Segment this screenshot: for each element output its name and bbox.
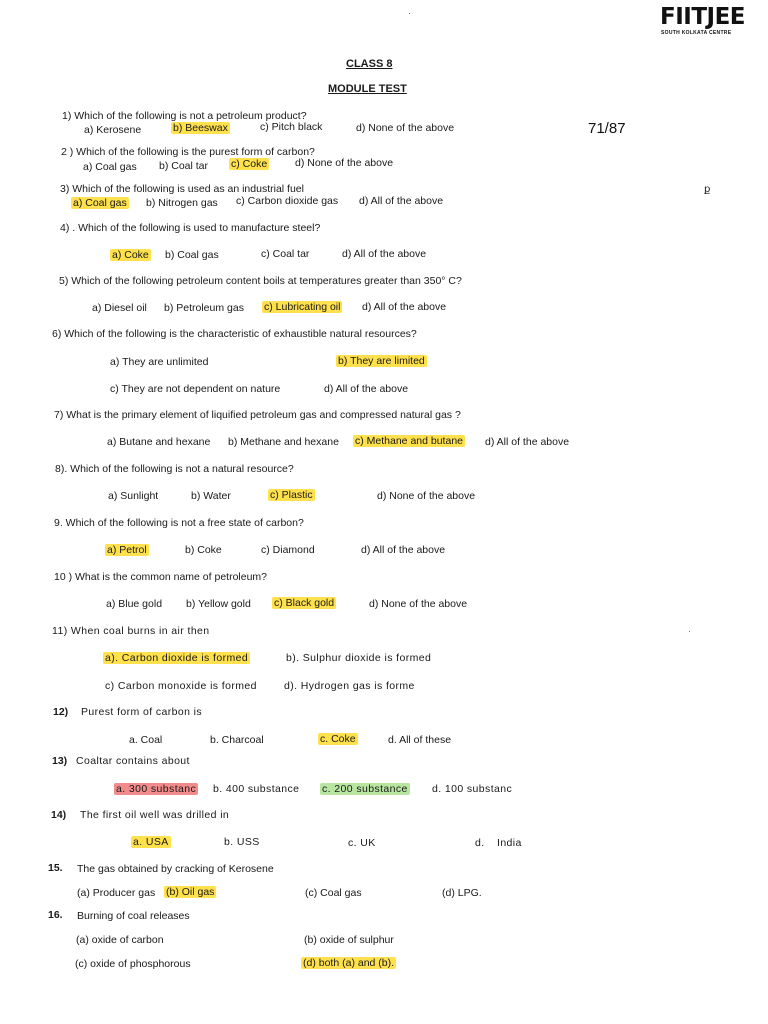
q3-option-d: d) All of the above	[359, 195, 444, 207]
q7-option-d: d) All of the above	[485, 436, 570, 448]
q1-option-a: a) Kerosene	[84, 124, 142, 136]
question-2: 2 ) Which of the following is the purest form of carbon?	[61, 146, 315, 158]
q2-option-d: d) None of the above	[295, 157, 394, 169]
question-7: 7) What is the primary element of liquified petroleum gas and compressed natural gas ?	[54, 409, 461, 421]
question-6: 6) Which of the following is the characteristic of exhaustible natural resources?	[52, 328, 417, 340]
speck: ·	[688, 626, 691, 636]
q15-option-b: (b) Oil gas	[166, 886, 215, 898]
speck: ·	[408, 8, 411, 18]
class-title: CLASS 8	[346, 58, 393, 70]
test-title: MODULE TEST	[328, 83, 407, 95]
q6-option-b: b) They are limited	[338, 355, 425, 367]
margin-mark: ք	[704, 184, 711, 195]
q10-option-a: a) Blue gold	[106, 598, 163, 610]
q3-option-a: a) Coal gas	[73, 197, 127, 209]
q7-option-a: a) Butane and hexane	[107, 436, 211, 448]
q2-option-a: a) Coal gas	[83, 161, 137, 173]
q9-option-a: a) Petrol	[107, 544, 147, 556]
question-12-number: 12)	[53, 706, 69, 718]
q5-option-b: b) Petroleum gas	[164, 302, 244, 314]
q14-option-a: a. USA	[133, 836, 169, 848]
q4-option-c: c) Coal tar	[261, 248, 310, 260]
question-14-number: 14)	[51, 809, 67, 821]
q16-option-d: (d) both (a) and (b).	[303, 957, 395, 969]
q12-option-a: a. Coal	[129, 734, 163, 746]
q13-option-b: b. 400 substance	[213, 783, 300, 795]
q12-option-c: c. Coke	[320, 733, 356, 745]
q16-option-c: (c) oxide of phosphorous	[75, 958, 191, 970]
q10-option-d: d) None of the above	[369, 598, 468, 610]
q6-option-d: d) All of the above	[324, 383, 409, 395]
q4-option-b: b) Coal gas	[165, 249, 219, 261]
q4-option-a: a) Coke	[112, 249, 149, 261]
q11-option-d: d). Hydrogen gas is forme	[284, 680, 415, 692]
q6-option-a: a) They are unlimited	[110, 356, 209, 368]
question-10: 10 ) What is the common name of petroleum?	[54, 571, 268, 583]
question-12: Purest form of carbon is	[81, 706, 203, 718]
score-handwritten: 71/87	[588, 120, 626, 137]
question-4: 4) . Which of the following is used to manufacture steel?	[60, 222, 321, 234]
q13-option-a: a. 300 substanc	[116, 783, 197, 795]
question-9: 9. Which of the following is not a free state of carbon?	[54, 517, 304, 529]
q3-option-c: c) Carbon dioxide gas	[236, 195, 339, 207]
question-1: 1) Which of the following is not a petroleum product?	[62, 110, 307, 122]
q7-option-b: b) Methane and hexane	[228, 436, 339, 448]
q9-option-c: c) Diamond	[261, 544, 315, 556]
q12-option-b: b. Charcoal	[210, 734, 264, 746]
q8-option-c: c) Plastic	[270, 489, 313, 501]
q1-option-b: b) Beeswax	[173, 122, 228, 134]
q14-option-d: d.	[475, 837, 485, 849]
question-13-number: 13)	[52, 755, 68, 767]
q15-option-d: (d) LPG.	[442, 887, 482, 899]
q4-option-d: d) All of the above	[342, 248, 427, 260]
q2-option-c: c) Coke	[231, 158, 268, 170]
question-13: Coaltar contains about	[76, 755, 190, 767]
q12-option-d: d. All of these	[388, 734, 452, 746]
q1-option-d: d) None of the above	[356, 122, 455, 134]
q2-option-b: b) Coal tar	[159, 160, 209, 172]
q1-option-c: c) Pitch black	[260, 121, 323, 133]
logo-subtitle: SOUTH KOLKATA CENTRE	[661, 30, 732, 36]
question-11: 11) When coal burns in air then	[52, 625, 210, 637]
q11-option-a: a). Carbon dioxide is formed	[105, 652, 249, 664]
fiitjee-logo: FIITJEE	[660, 4, 745, 30]
q10-option-c: c) Black gold	[274, 597, 335, 609]
q10-option-b: b) Yellow gold	[186, 598, 251, 610]
question-14: The first oil well was drilled in	[80, 809, 230, 821]
q6-option-c: c) They are not dependent on nature	[110, 383, 281, 395]
q8-option-a: a) Sunlight	[108, 490, 159, 502]
q13-option-c: c. 200 substance	[322, 783, 408, 795]
q9-option-b: b) Coke	[185, 544, 222, 556]
q15-option-a: (a) Producer gas	[77, 887, 156, 899]
q5-option-d: d) All of the above	[362, 301, 447, 313]
q7-option-c: c) Methane and butane	[355, 435, 463, 447]
question-3: 3) Which of the following is used as an industrial fuel	[60, 183, 304, 195]
question-16-number: 16.	[48, 909, 63, 921]
q15-option-c: (c) Coal gas	[305, 887, 362, 899]
q9-option-d: d) All of the above	[361, 544, 446, 556]
question-5: 5) Which of the following petroleum content boils at temperatures greater than 350° C?	[59, 275, 462, 287]
q5-option-c: c) Lubricating oil	[264, 301, 341, 313]
q3-option-b: b) Nitrogen gas	[146, 197, 218, 209]
q11-option-b: b). Sulphur dioxide is formed	[286, 652, 432, 664]
q8-option-b: b) Water	[191, 490, 231, 502]
q13-option-d: d. 100 substanc	[432, 783, 513, 795]
question-15: The gas obtained by cracking of Kerosene	[77, 863, 274, 875]
q5-option-a: a) Diesel oil	[92, 302, 147, 314]
q14-option-c: c. UK	[348, 837, 376, 849]
question-15-number: 15.	[48, 862, 63, 874]
question-16: Burning of coal releases	[77, 910, 190, 922]
q11-option-c: c) Carbon monoxide is formed	[105, 680, 257, 692]
q8-option-d: d) None of the above	[377, 490, 476, 502]
q16-option-a: (a) oxide of carbon	[76, 934, 164, 946]
q16-option-b: (b) oxide of sulphur	[304, 934, 394, 946]
question-8: 8). Which of the following is not a natural resource?	[55, 463, 294, 475]
q14-option-b: b. USS	[224, 836, 260, 848]
q14-option-d-text: India	[497, 837, 522, 849]
